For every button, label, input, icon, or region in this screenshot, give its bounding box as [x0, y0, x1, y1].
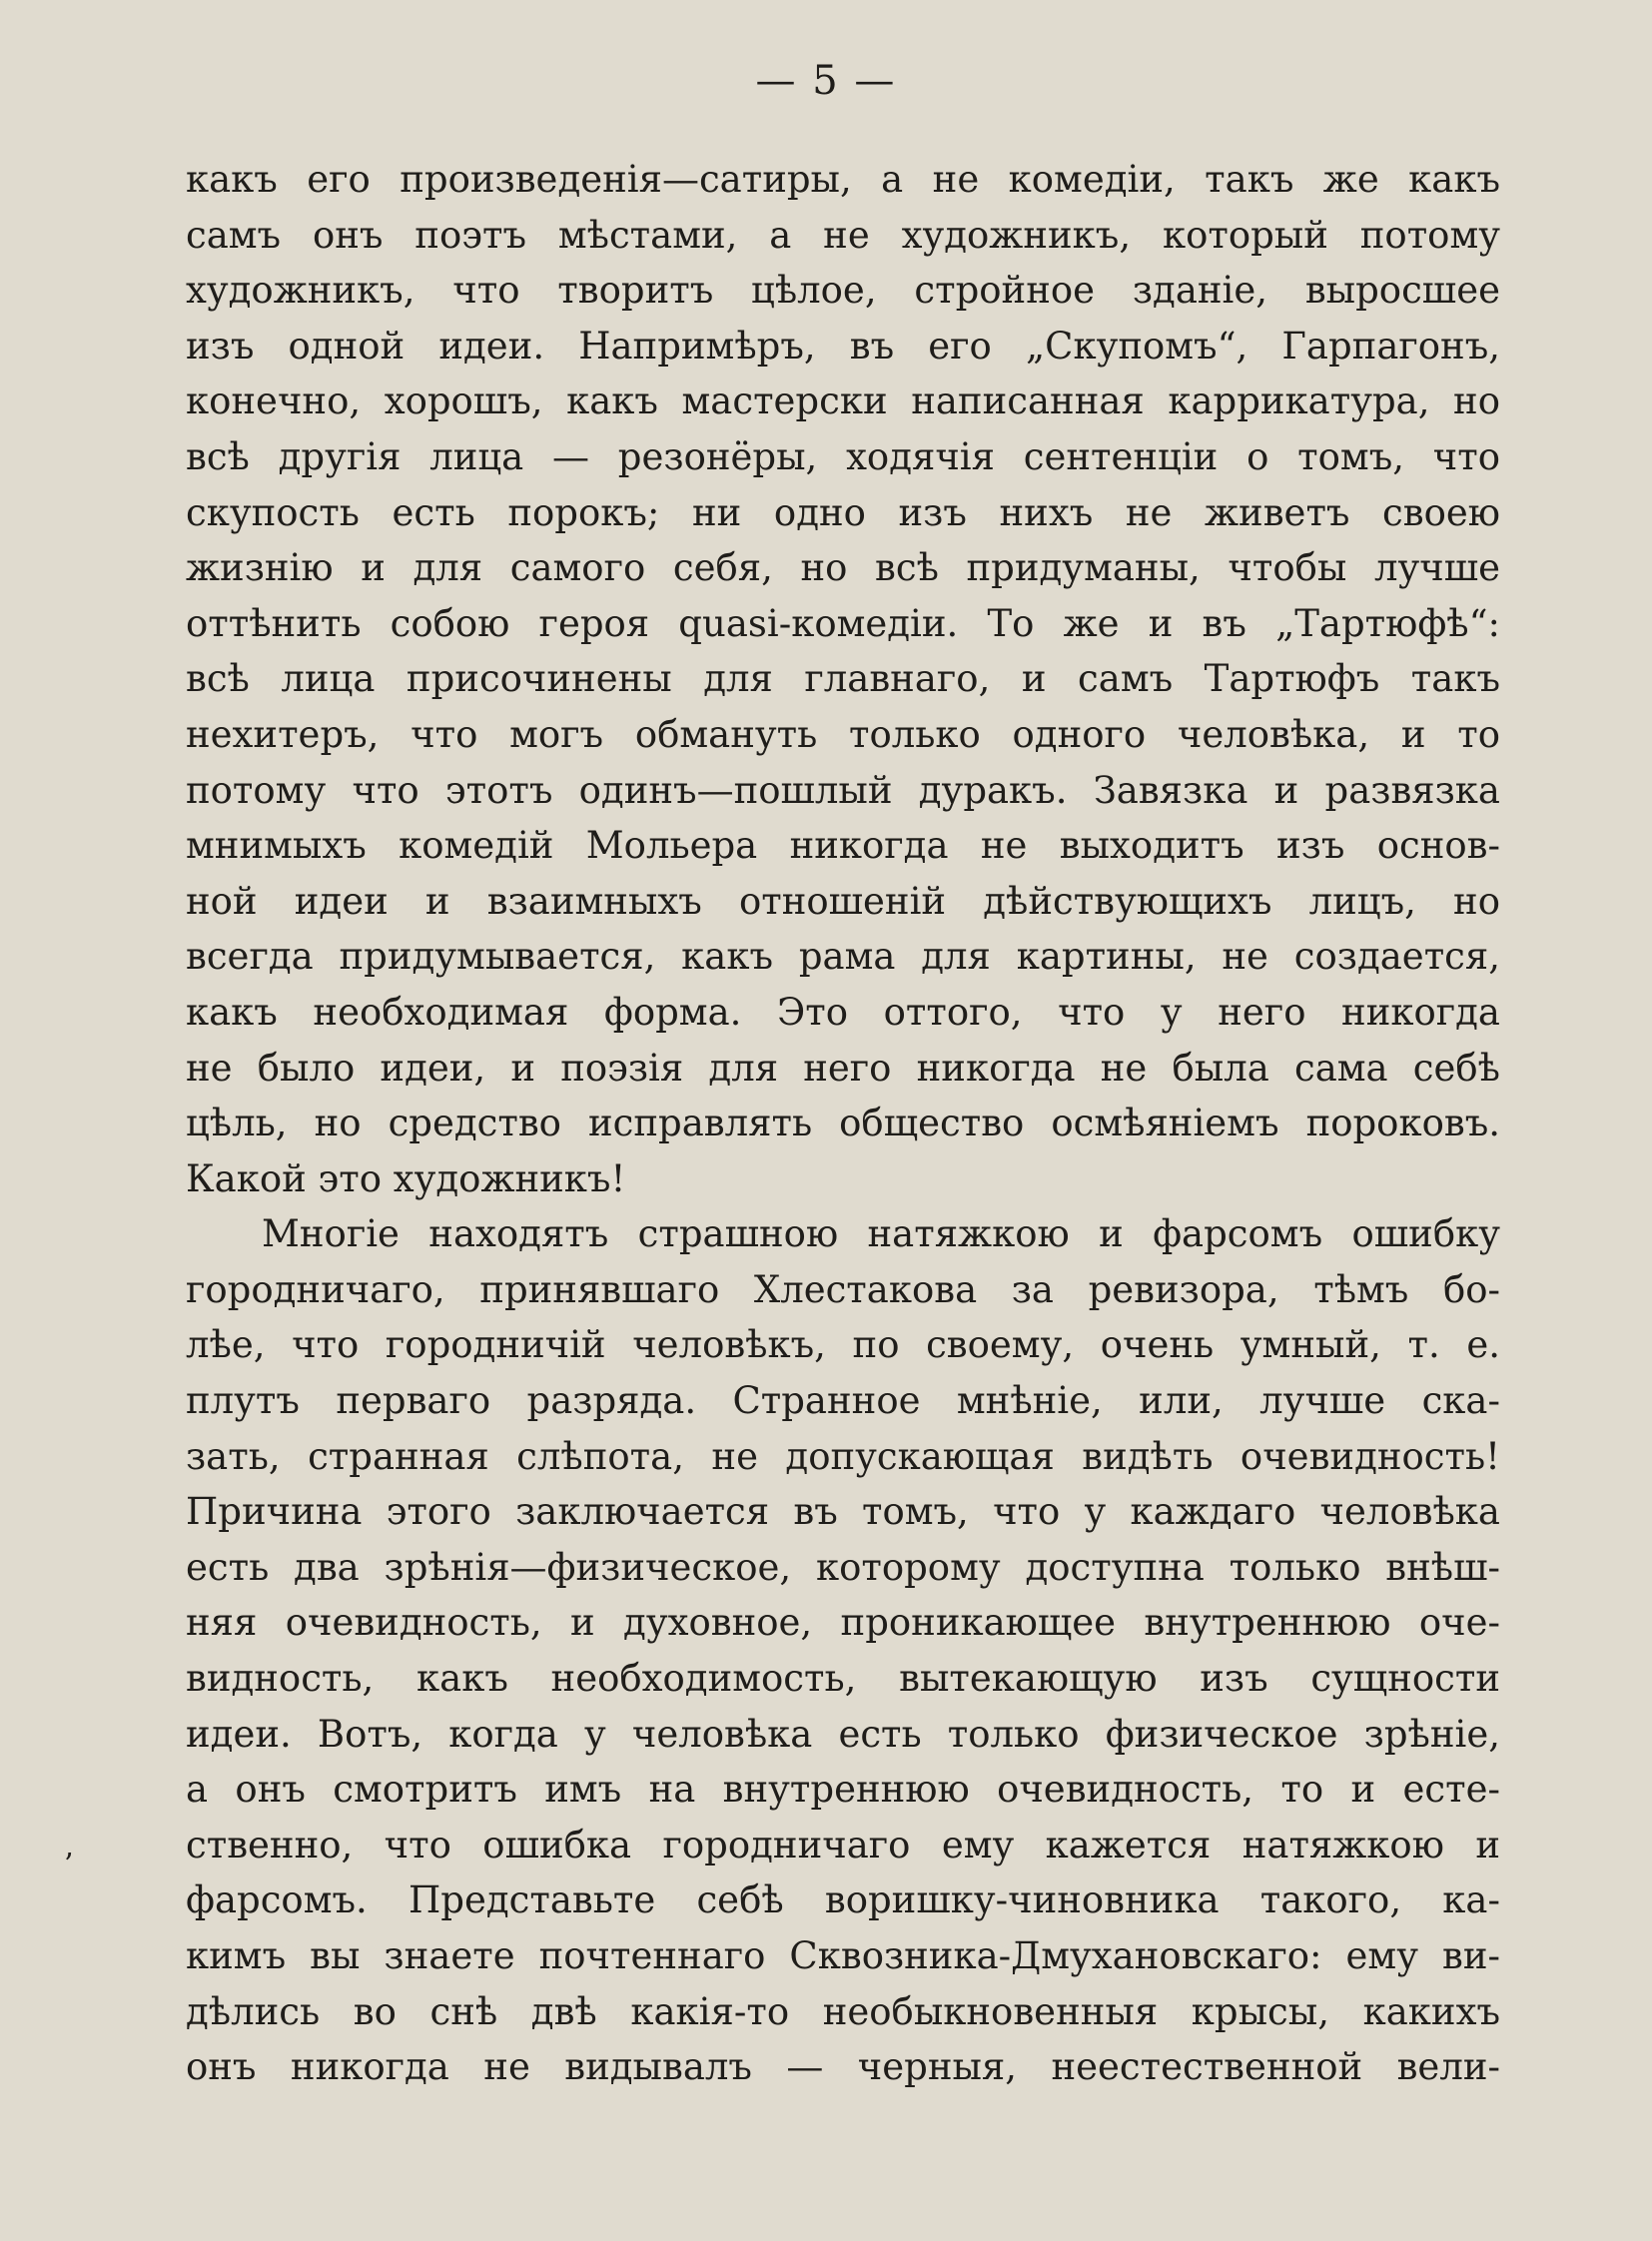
text-line: няя очевидность, и духовное, проникающее внутреннюю оче- [186, 1601, 1500, 1645]
text-line: цѣль, но средство исправлять общество осмѣяніемъ пороковъ. [186, 1102, 1500, 1145]
text-line: какъ необходимая форма. Это оттого, что у него никогда [186, 990, 1500, 1034]
text-line: онъ никогда не видывалъ — черныя, неестественной вели- [186, 2045, 1500, 2089]
text-line: городничаго, принявшаго Хлестакова за ревизора, тѣмъ бо- [186, 1267, 1500, 1311]
text-line: Причина этого заключается въ томъ, что у каждаго человѣка [186, 1490, 1500, 1534]
page-number: — 5 — [755, 58, 897, 104]
text-line: не было идеи, и поэзія для него никогда не была сама себѣ [186, 1046, 1500, 1090]
paragraph-1 [186, 152, 1500, 1206]
text-line: есть два зрѣнія—физическое, которому доступна только внѣш- [186, 1545, 1500, 1589]
text-line: изъ одной идеи. Напримѣръ, въ его „Скупомъ“, Гарпагонъ, [186, 324, 1500, 368]
text-line: оттѣнить собою героя quasi-комедіи. То же и въ „Тартюфѣ“: [186, 601, 1500, 645]
text-line: потому что этотъ одинъ—пошлый дуракъ. Завязка и развязка [186, 768, 1500, 812]
text-line: Многіе находятъ страшною натяжкою и фарсомъ ошибку [262, 1212, 1500, 1256]
text-line: дѣлись во снѣ двѣ какія-то необыкновенныя крысы, какихъ [186, 1989, 1500, 2033]
body-text [186, 152, 1500, 2095]
text-line: всегда придумывается, какъ рама для картины, не создается, [186, 935, 1500, 979]
text-line: мнимыхъ комедій Мольера никогда не выходитъ изъ основ- [186, 824, 1500, 868]
text-line: ной идеи и взаимныхъ отношеній дѣйствующихъ лицъ, но [186, 879, 1500, 923]
text-line: ственно, что ошибка городничаго ему кажется натяжкою и [186, 1823, 1500, 1867]
text-line: Какой это художникъ! [186, 1156, 626, 1200]
margin-mark: ’ [64, 1848, 74, 1882]
text-line: лѣе, что городничій человѣкъ, по своему, очень умный, т. е. [186, 1323, 1500, 1367]
text-line: всѣ лица присочинены для главнаго, и самъ Тартюфъ такъ [186, 657, 1500, 701]
text-line: жизнію и для самого себя, но всѣ придуманы, чтобы лучше [186, 546, 1500, 590]
text-line: художникъ, что творитъ цѣлое, стройное зданіе, выросшее [186, 269, 1500, 313]
text-line: идеи. Вотъ, когда у человѣка есть только физическое зрѣніе, [186, 1712, 1500, 1756]
text-line: зать, странная слѣпота, не допускающая видѣть очевидность! [186, 1434, 1500, 1478]
text-line: скупость есть порокъ; ни одно изъ нихъ не живетъ своею [186, 490, 1500, 534]
text-line: фарсомъ. Представьте себѣ воришку-чиновника такого, ка- [186, 1878, 1500, 1922]
text-line: всѣ другія лица — резонёры, ходячія сентенціи о томъ, что [186, 434, 1500, 478]
paragraph-2 [186, 1206, 1500, 2095]
text-line: конечно, хорошъ, какъ мастерски написанная каррикатура, но [186, 379, 1500, 423]
text-line: кимъ вы знаете почтеннаго Сквозника-Дмухановскаго: ему ви- [186, 1934, 1500, 1977]
text-line: самъ онъ поэтъ мѣстами, а не художникъ, который потому [186, 213, 1500, 257]
text-line: плутъ перваго разряда. Странное мнѣніе, или, лучше ска- [186, 1379, 1500, 1423]
text-line: нехитеръ, что могъ обмануть только одного человѣка, и то [186, 712, 1500, 756]
text-line: а онъ смотритъ имъ на внутреннюю очевидность, то и есте- [186, 1768, 1500, 1812]
text-line: какъ его произведенія—сатиры, а не комедіи, такъ же какъ [186, 158, 1500, 201]
text-line: видность, какъ необходимость, вытекающую изъ сущности [186, 1657, 1500, 1701]
